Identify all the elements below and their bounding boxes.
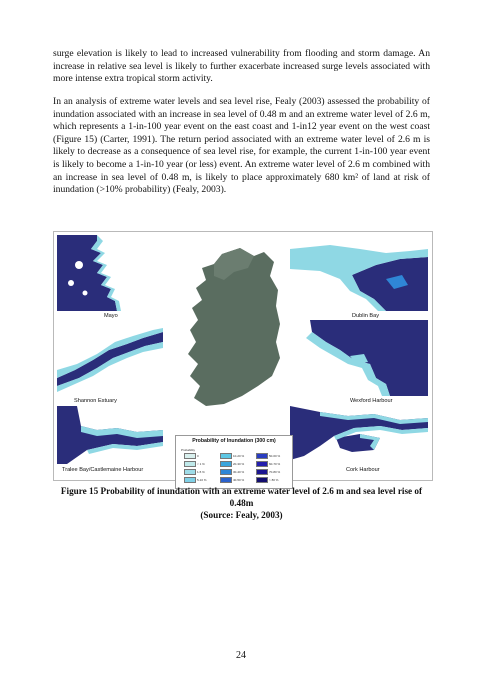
legend-label: 10-20 % (233, 453, 245, 458)
legend-swatch (184, 469, 196, 475)
dublin-map (290, 235, 428, 311)
caption-line-1: Figure 15 Probability of inundation with an extreme water level of 2.6 m and sea level rise of 0.48m (60, 486, 423, 508)
legend-swatch (256, 469, 268, 475)
ireland-overview-map (184, 246, 292, 412)
legend-label: 40-50 % (233, 477, 245, 482)
legend-swatch (220, 477, 232, 483)
mayo-map (57, 235, 163, 311)
legend-label: > 80 % (269, 477, 279, 482)
page-number: 24 (236, 650, 246, 661)
paragraph-inundation-analysis: In an analysis of extreme water levels and sea level rise, Fealy (2003) assessed the probability of inundation associated with an increase in sea level of 0.48 m and an extreme water level of 2.6 m, which represents a 1-in-100 year event on the east coast and 1-in12 year event on the west coast (Figure 15) (Carter, 1991). The return period associated with an extreme water level of 2.6 m is likely to decrease as a consequence of sea level rise, for example, the current 1-in-100 year event is likely to become a 1-in-10 year (or less) event. An extreme water level of 2.6 m combined with an increase in sea level of 0.48 m, is likely to place approximately 680 km² of land at risk of inundation (>10% probability) (Fealy, 2003). (53, 96, 430, 196)
paragraph-surge: surge elevation is likely to lead to increased vulnerability from flooding and storm damage. An increase in relative sea level is likely to further exacerbate increased surge levels associated with more intense extra tropical storm activity. (53, 48, 430, 85)
legend-swatch (220, 453, 232, 459)
legend-heading: Probability (181, 448, 196, 452)
cork-map (290, 406, 428, 464)
label-dublin: Dublin Bay (352, 313, 380, 319)
shannon-map (57, 320, 163, 396)
figure-15-inundation-maps (53, 231, 433, 481)
legend-label: 1-5 % (197, 469, 205, 474)
caption-line-2: (Source: Fealy, 2003) (200, 510, 283, 520)
legend-label: 20-30 % (233, 461, 245, 466)
legend-swatch (184, 461, 196, 467)
legend-label: 0 (197, 453, 199, 458)
inundation-legend (175, 435, 293, 489)
legend-swatch (256, 477, 268, 483)
legend-label: 5-10 % (197, 477, 207, 482)
legend-swatch (184, 477, 196, 483)
figure-caption (53, 485, 430, 521)
legend-swatch (220, 469, 232, 475)
legend-swatch (256, 453, 268, 459)
legend-title: Probability of Inundation (300 cm) (192, 438, 276, 444)
legend-label: 50-60 % (269, 453, 281, 458)
label-shannon: Shannon Estuary (74, 398, 117, 404)
legend-label: 70-80 % (269, 469, 281, 474)
legend-swatch (256, 461, 268, 467)
label-mayo: Mayo (104, 313, 118, 319)
legend-label: 30-40 % (233, 469, 245, 474)
tralee-map (57, 406, 163, 464)
label-tralee: Tralee Bay/Castlemaine Harbour (62, 467, 144, 473)
legend-label: < 1 % (197, 461, 205, 466)
label-wexford: Wexford Harbour (350, 398, 393, 404)
legend-label: 60-70 % (269, 461, 281, 466)
legend-swatch (220, 461, 232, 467)
wexford-map (290, 320, 428, 396)
legend-swatch (184, 453, 196, 459)
label-cork: Cork Harbour (346, 467, 380, 473)
